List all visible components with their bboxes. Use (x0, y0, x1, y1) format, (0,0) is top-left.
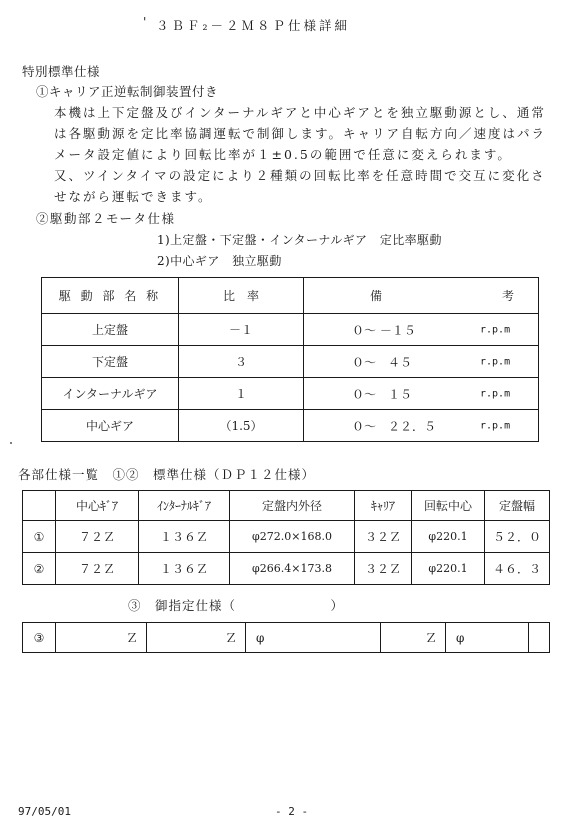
spec-cell: ３２Ｚ (355, 521, 412, 553)
spec-cell: φ272.0×168.0 (230, 521, 355, 553)
drive-remarks (304, 378, 539, 410)
drive-remarks (304, 410, 539, 442)
drive-col-remarks-2: 考 (502, 289, 515, 303)
table-row (42, 346, 539, 378)
custom-cell: Ｚ (147, 623, 246, 653)
table-row (23, 623, 550, 653)
spec-cell: ４６．３ (485, 553, 550, 585)
drive-ratio: －１ (179, 314, 304, 346)
custom-cell: φ (246, 623, 381, 653)
drive-ratio-table (41, 277, 539, 442)
page-number: - 2 - (275, 805, 309, 818)
scan-speck (10, 442, 12, 444)
item1-line-2: は各駆動源を定比率協調運転で制御します。キャリア自転方向／速度はパラ (54, 126, 547, 141)
spec-cell: ７２Ｚ (56, 521, 139, 553)
item1-line-3: メータ設定値により回転比率が１±0.5の範囲で任意に変えられます。 (54, 147, 512, 162)
custom-cell: ③ (23, 623, 56, 653)
item1-line-4: 又、ツインタイマの設定により２種類の回転比率を任意時間で交互に変化さ (54, 168, 546, 183)
item1-title: ①キャリア正逆転制御装置付き (36, 84, 219, 99)
spec-cell: ① (23, 521, 56, 553)
document-title: ３ＢＦ₂－２Ｍ８Ｐ仕様詳細 (156, 18, 351, 33)
drive-remarks (304, 346, 539, 378)
drive-col-remarks (304, 278, 539, 314)
spec-cell: ３２Ｚ (355, 553, 412, 585)
item2-sub2: 2)中心ギア 独立駆動 (157, 254, 282, 268)
special-spec-heading: 特別標準仕様 (22, 64, 101, 79)
header-mark: ' (143, 14, 147, 29)
custom-cell (529, 623, 550, 653)
spec-col-plate-width: 定盤幅 (485, 491, 550, 521)
table-row (23, 521, 550, 553)
spec-col-center-gear: 中心ｷﾞｱ (56, 491, 139, 521)
drive-unit: r.p.m (480, 356, 511, 367)
drive-unit: r.p.m (480, 420, 511, 431)
spec-cell: ② (23, 553, 56, 585)
spec-col-rotation-center: 回転中心 (412, 491, 485, 521)
drive-range: ０～ １５ (352, 387, 413, 401)
drive-name: 上定盤 (42, 314, 179, 346)
drive-name: 中心ギア (42, 410, 179, 442)
item1-line-1: 本機は上下定盤及びインターナルギアと中心ギアとを独立駆動源とし、通常 (54, 105, 546, 120)
custom-cell: φ (446, 623, 529, 653)
custom-spec-heading: ③ 御指定仕様（ ） (128, 598, 345, 613)
drive-ratio: １ (179, 378, 304, 410)
spec-cell: ５２．０ (485, 521, 550, 553)
drive-unit: r.p.m (480, 324, 511, 335)
spec-col-plate-diameter: 定盤内外径 (230, 491, 355, 521)
item1-line-5: せながら運転できます。 (54, 189, 213, 204)
table-row (42, 378, 539, 410)
drive-ratio: ３ (179, 346, 304, 378)
table-row (42, 410, 539, 442)
drive-name: インターナルギア (42, 378, 179, 410)
footer-date: 97/05/01 (18, 805, 71, 818)
spec-list-heading: 各部仕様一覧 ①② 標準仕様（ＤＰ１２仕様） (18, 467, 316, 482)
drive-range: ０～ ２２．５ (352, 419, 437, 433)
spec-cell: １３６Ｚ (139, 553, 230, 585)
spec-cell: １３６Ｚ (139, 521, 230, 553)
drive-unit: r.p.m (480, 388, 511, 399)
spec-cell: ７２Ｚ (56, 553, 139, 585)
custom-cell: Ｚ (56, 623, 147, 653)
spec-col-internal-gear: ｲﾝﾀｰﾅﾙｷﾞｱ (139, 491, 230, 521)
spec-cell: φ266.4×173.8 (230, 553, 355, 585)
drive-remarks (304, 314, 539, 346)
drive-name: 下定盤 (42, 346, 179, 378)
table-row (23, 553, 550, 585)
spec-cell: φ220.1 (412, 521, 485, 553)
custom-cell: Ｚ (381, 623, 446, 653)
drive-range: ０～ －１５ (352, 323, 416, 337)
drive-range: ０～ ４５ (352, 355, 413, 369)
custom-spec-table (22, 622, 550, 653)
drive-ratio: （1.5） (179, 410, 304, 442)
spec-col-index (23, 491, 56, 521)
spec-list-table (22, 490, 550, 585)
drive-col-name: 駆 動 部 名 称 (42, 278, 179, 314)
spec-cell: φ220.1 (412, 553, 485, 585)
drive-col-remarks-1: 備 (370, 289, 383, 303)
drive-col-ratio: 比 率 (179, 278, 304, 314)
item2-title: ②駆動部２モータ仕様 (36, 211, 176, 226)
spec-col-carrier: ｷｬﾘｱ (355, 491, 412, 521)
table-row (42, 314, 539, 346)
item2-sub1: 1)上定盤・下定盤・インターナルギア 定比率駆動 (157, 233, 442, 247)
